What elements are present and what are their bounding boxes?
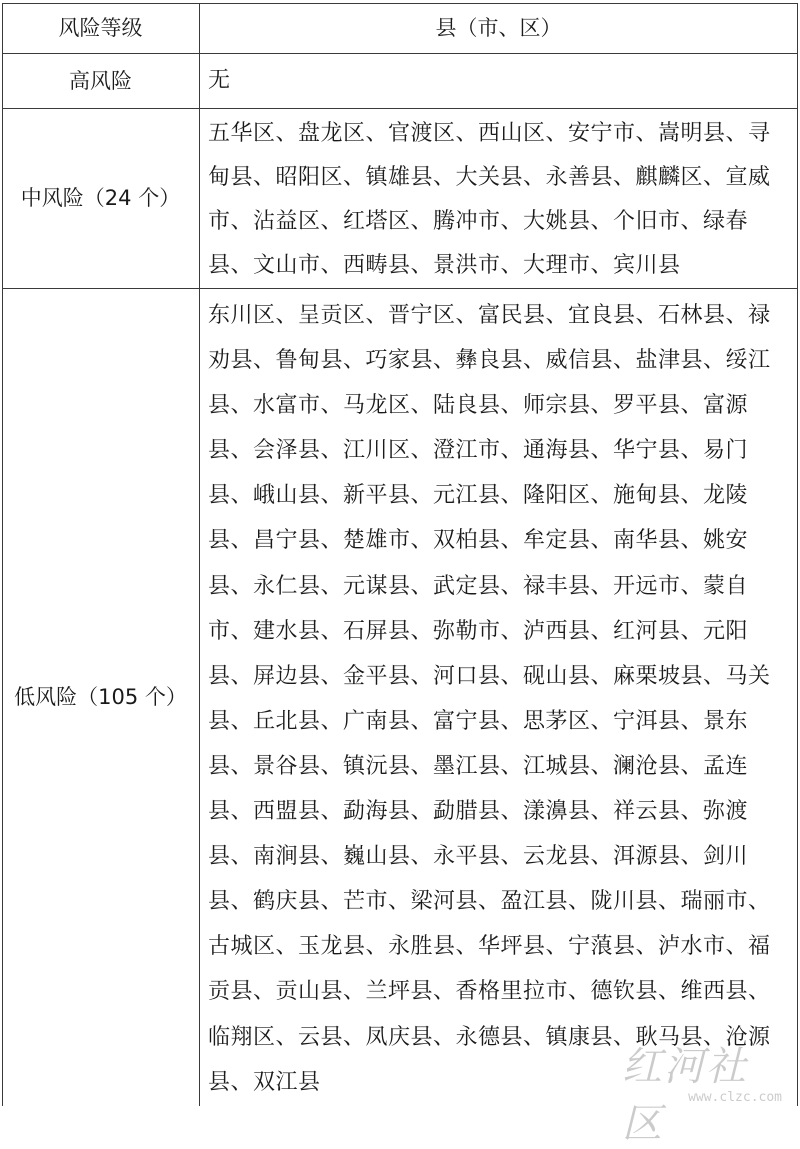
- row-low-risk-areas: 东川区、呈贡区、晋宁区、富民县、宜良县、石林县、禄劝县、鲁甸县、巧家县、彝良县、威信县、盐津县、绥江县、水富市、马龙区、陆良县、师宗县、罗平县、富源县、会泽县、江川区、澄江市、通海县、华宁县、易门县、峨山县、新平县、元江县、隆阳区、施甸县、龙陵县、昌宁县、楚雄市、双柏县、牟定县、南华县、姚安县、永仁县、元谋县、武定县、禄丰县、开远市、蒙自市、建水县、石屏县、弥勒市、泸西县、红河县、元阳县、屏边县、金平县、河口县、砚山县、麻栗坡县、马关县、丘北县、广南县、富宁县、思茅区、宁洱县、景东县、景谷县、镇沅县、墨江县、江城县、澜沧县、孟连县、西盟县、勐海县、勐腊县、漾濞县、祥云县、弥渡县、南涧县、巍山县、永平县、云龙县、洱源县、剑川县、鹤庆县、芒市、梁河县、盈江县、陇川县、瑞丽市、古城区、玉龙县、永胜县、华坪县、宁蒗县、泸水市、福贡县、贡山县、兰坪县、香格里拉市、德钦县、维西县、临翔区、云县、凤庆县、永德县、镇康县、耿马县、沧源县、双江县: [208, 303, 771, 1095]
- row-medium-risk-level: 中风险（24 个）: [20, 186, 181, 210]
- row-high-risk-areas: 无: [208, 68, 231, 93]
- watermark-url: www.clzc.com: [688, 1090, 782, 1105]
- header-areas: 县（市、区）: [435, 16, 562, 40]
- row-low-risk-level: 低风险（105 个）: [14, 685, 187, 709]
- column-divider: [199, 3, 200, 1106]
- row-medium-risk-areas: 五华区、盘龙区、官渡区、西山区、安宁市、嵩明县、寻甸县、昭阳区、镇雄县、大关县、永善县、麒麟区、宣威市、沾益区、红塔区、腾冲市、大姚县、个旧市、绿春县、文山市、西畴县、景洪市、大理市、宾川县: [208, 121, 771, 278]
- table-border-right: [797, 3, 798, 1106]
- row-high-risk-level: 高风险: [69, 69, 132, 93]
- header-risk-level: 风险等级: [58, 16, 143, 40]
- watermark-logo: [622, 1033, 792, 1147]
- watermark-text: 红河社区: [622, 1044, 748, 1147]
